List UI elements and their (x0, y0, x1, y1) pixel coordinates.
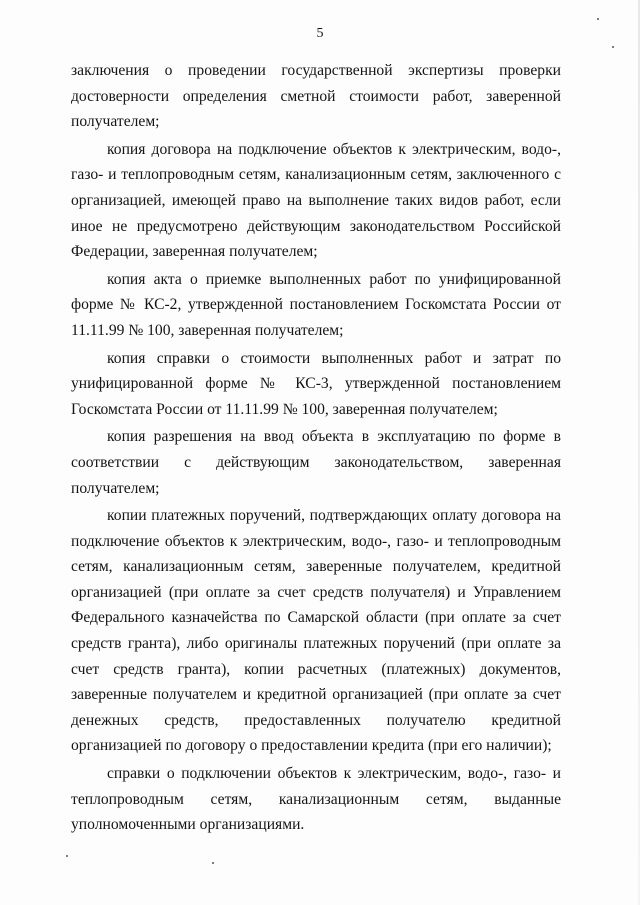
paragraph-2: копия договора на подключение объектов к электрическим, водо-, газо- и теплопроводным сетям, канализационным сетям, заключенного с организацией, имеющей право на выполнение таких видов работ, если иное не предусмотрено действующим законодательством Российской Федерации, заверенная получателем; (71, 140, 561, 261)
scan-speck (212, 862, 214, 864)
paragraph-7: справки о подключении объектов к электрическим, водо-, газо- и теплопроводным сетям, канализационным сетям, выданные уполномоченными организациями. (71, 765, 561, 834)
paragraph-3: копия акта о приемке выполненных работ по унифицированной форме № КС-2, утвержденной постановлением Госкомстата России от 11.11.99 № 100, заверенная получателем; (71, 270, 561, 339)
scan-speck (612, 46, 614, 48)
document-body (71, 58, 561, 838)
scan-speck (597, 18, 599, 20)
paragraph-1: заключения о проведении государственной экспертизы проверки достоверности определения сметной стоимости работ, заверенной получателем; (71, 62, 561, 131)
paragraph-5: копия разрешения на ввод объекта в эксплуатацию по форме в соответствии с действующим законодательством, заверенная получателем; (71, 428, 561, 497)
paragraph-4: копия справки о стоимости выполненных работ и затрат по унифицированной форме № КС-3, утвержденной постановлением Госкомстата России от 11.11.99 № 100, заверенная получателем; (71, 349, 561, 418)
scan-speck (66, 855, 68, 857)
page-number: 5 (316, 26, 324, 41)
paragraph-6: копии платежных поручений, подтверждающих оплату договора на подключение объектов к электрическим, водо-, газо- и теплопроводным сетям, канализационным сетям, заверенные получателем, кредитной организацией (при оплате за счет средств получателя) и Управлением Федерального казначейства по Самарской области (при оплате за счет средств гранта), либо оригиналы платежных поручений (при оплате за счет средств гранта), копии расчетных (платежных) документов, заверенные получателем и кредитной организацией (при оплате за счет денежных средств, предоставленных получателю кредитной организацией по договору о предоставлении кредита (при его наличии); (71, 507, 561, 755)
